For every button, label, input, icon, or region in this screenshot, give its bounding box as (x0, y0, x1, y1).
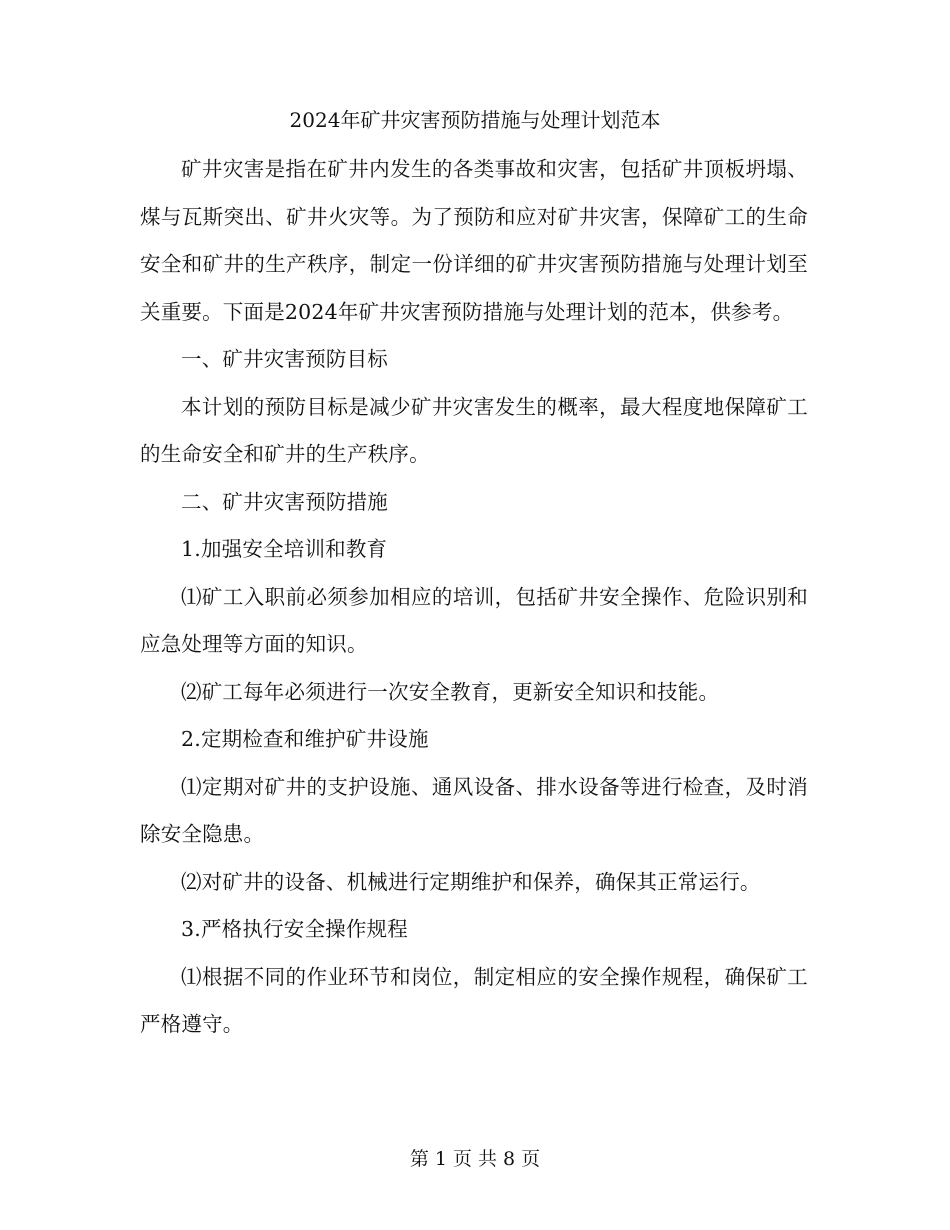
document-title: 2024年矿井灾害预防措施与处理计划范本 (289, 108, 661, 132)
section-heading-goal: 一、矿井灾害预防目标 (181, 347, 388, 371)
page-footer: 第 1 页 共 8 页 (409, 1148, 541, 1170)
training-item-2: ⑵矿工每年必须进行一次安全教育，更新安全知识和技能。 (181, 679, 720, 704)
section-heading-measures: 二、矿井灾害预防措施 (181, 489, 388, 514)
procedures-item-1: ⑴根据不同的作业环节和岗位，制定相应的安全操作规程，确保矿工严格遵守。 (140, 964, 808, 1036)
intro-paragraph: 矿井灾害是指在矿井内发生的各类事故和灾害，包括矿井顶板坍塌、煤与瓦斯突出、矿井火灾等。为了预防和应对矿井灾害，保障矿工的生命安全和矿井的生产秩序，制定一份详细的矿井灾害预防措施与处理计划至关重要。下面是2024年矿井灾害预防措施与处理计划的范本，供参考。 (140, 157, 808, 324)
training-item-1: ⑴矿工入职前必须参加相应的培训，包括矿井安全操作、危险识别和应急处理等方面的知识。 (140, 584, 808, 656)
goal-paragraph: 本计划的预防目标是减少矿井灾害发生的概率，最大程度地保障矿工的生命安全和矿井的生产秩序。 (140, 394, 808, 466)
inspection-item-2: ⑵对矿井的设备、机械进行定期维护和保养，确保其正常运行。 (181, 869, 761, 894)
subheading-inspection: 2.定期检查和维护矿井设施 (181, 727, 429, 751)
document-body (140, 146, 808, 1049)
inspection-item-1: ⑴定期对矿井的支护设施、通风设备、排水设备等进行检查，及时消除安全隐患。 (140, 774, 808, 846)
subheading-training: 1.加强安全培训和教育 (181, 537, 388, 561)
subheading-procedures: 3.严格执行安全操作规程 (181, 917, 408, 941)
